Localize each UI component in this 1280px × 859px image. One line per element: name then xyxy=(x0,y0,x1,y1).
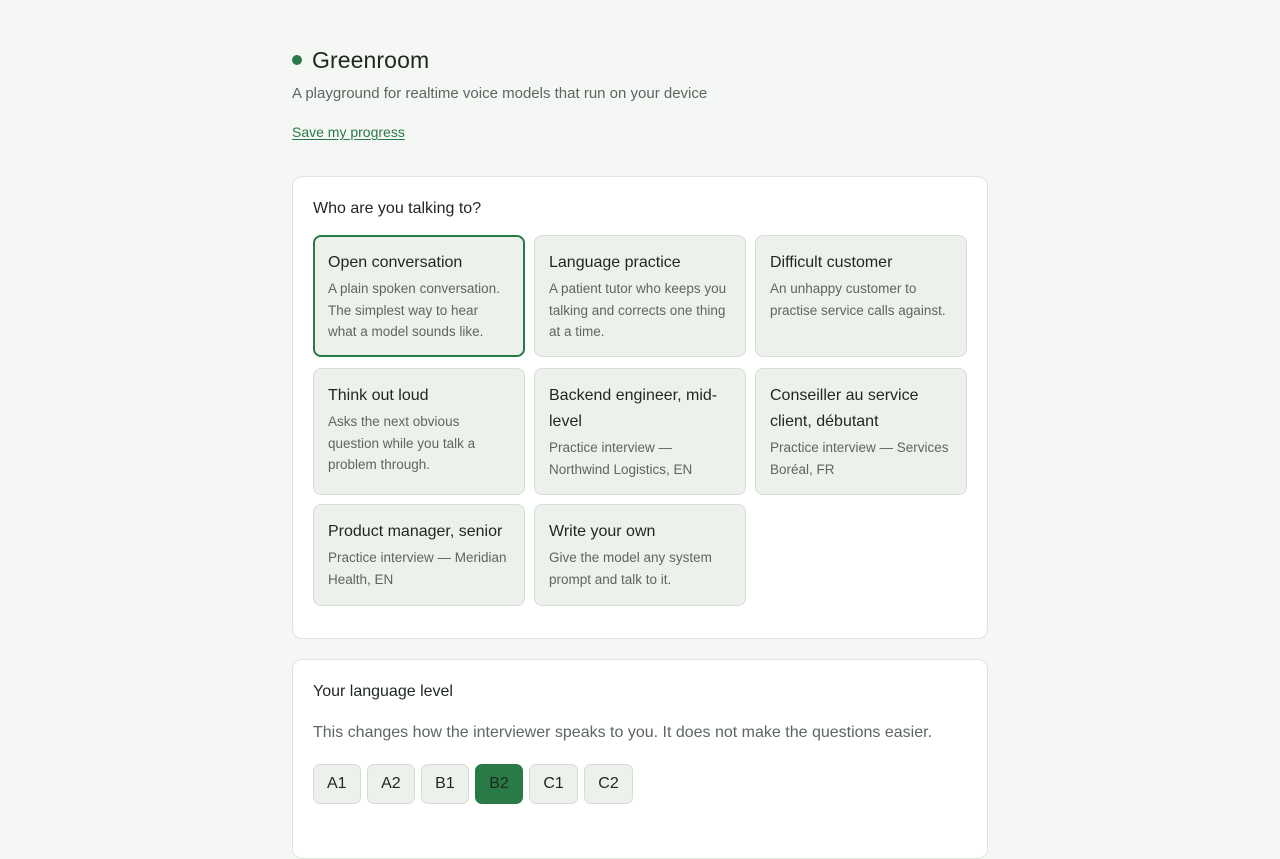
card-description: Give the model any system prompt and talk to it. xyxy=(549,550,712,587)
card-description: A patient tutor who keeps you talking and corrects one thing at a time. xyxy=(549,281,727,339)
language-level-heading: Your language level xyxy=(313,683,453,700)
card-description: Practice interview — Northwind Logistics, EN xyxy=(549,440,693,477)
app-title: Greenroom xyxy=(312,46,430,73)
scenario-card-product-manager[interactable] xyxy=(313,504,525,606)
card-title: Conseiller au service client, débutant xyxy=(770,387,919,430)
level-button-a2[interactable]: A2 xyxy=(367,764,415,804)
card-title: Write your own xyxy=(549,523,656,540)
scenario-card-language-practice[interactable] xyxy=(534,235,746,357)
level-button-c1[interactable]: C1 xyxy=(529,764,577,804)
scenario-card-conseiller-service-client[interactable] xyxy=(755,368,967,495)
card-title: Think out loud xyxy=(328,387,429,404)
card-description: Asks the next obvious question while you talk a problem through. xyxy=(328,414,476,472)
level-button-a1[interactable]: A1 xyxy=(313,764,361,804)
card-description: Practice interview — Services Boréal, FR xyxy=(770,440,949,477)
brand xyxy=(292,45,429,75)
scenario-heading: Who are you talking to? xyxy=(313,200,482,217)
save-progress-link[interactable]: Save my progress xyxy=(292,124,405,140)
card-description: An unhappy customer to practise service calls against. xyxy=(770,281,946,318)
status-dot-icon xyxy=(292,55,302,65)
level-button-b1[interactable]: B1 xyxy=(421,764,469,804)
scenario-card-write-your-own[interactable] xyxy=(534,504,746,606)
level-button-b2[interactable]: B2 xyxy=(475,764,523,804)
card-description: Practice interview — Meridian Health, EN xyxy=(328,550,507,587)
scenario-card-backend-engineer[interactable] xyxy=(534,368,746,495)
scenario-card-think-out-loud[interactable] xyxy=(313,368,525,495)
scenario-card-open-conversation[interactable] xyxy=(313,235,525,357)
card-title: Product manager, senior xyxy=(328,523,503,540)
card-title: Difficult customer xyxy=(770,254,893,271)
app-subtitle: A playground for realtime voice models that run on your device xyxy=(292,85,708,102)
level-button-c2[interactable]: C2 xyxy=(584,764,632,804)
card-title: Language practice xyxy=(549,254,681,271)
card-title: Open conversation xyxy=(328,254,463,271)
language-level-panel xyxy=(292,659,988,859)
language-level-description: This changes how the interviewer speaks to you. It does not make the questions easier. xyxy=(313,724,933,741)
card-title: Backend engineer, mid-level xyxy=(549,387,718,430)
scenario-panel xyxy=(292,176,988,639)
scenario-card-difficult-customer[interactable] xyxy=(755,235,967,357)
language-level-options xyxy=(313,764,639,804)
card-description: A plain spoken conversation. The simplest way to hear what a model sounds like. xyxy=(328,281,500,339)
